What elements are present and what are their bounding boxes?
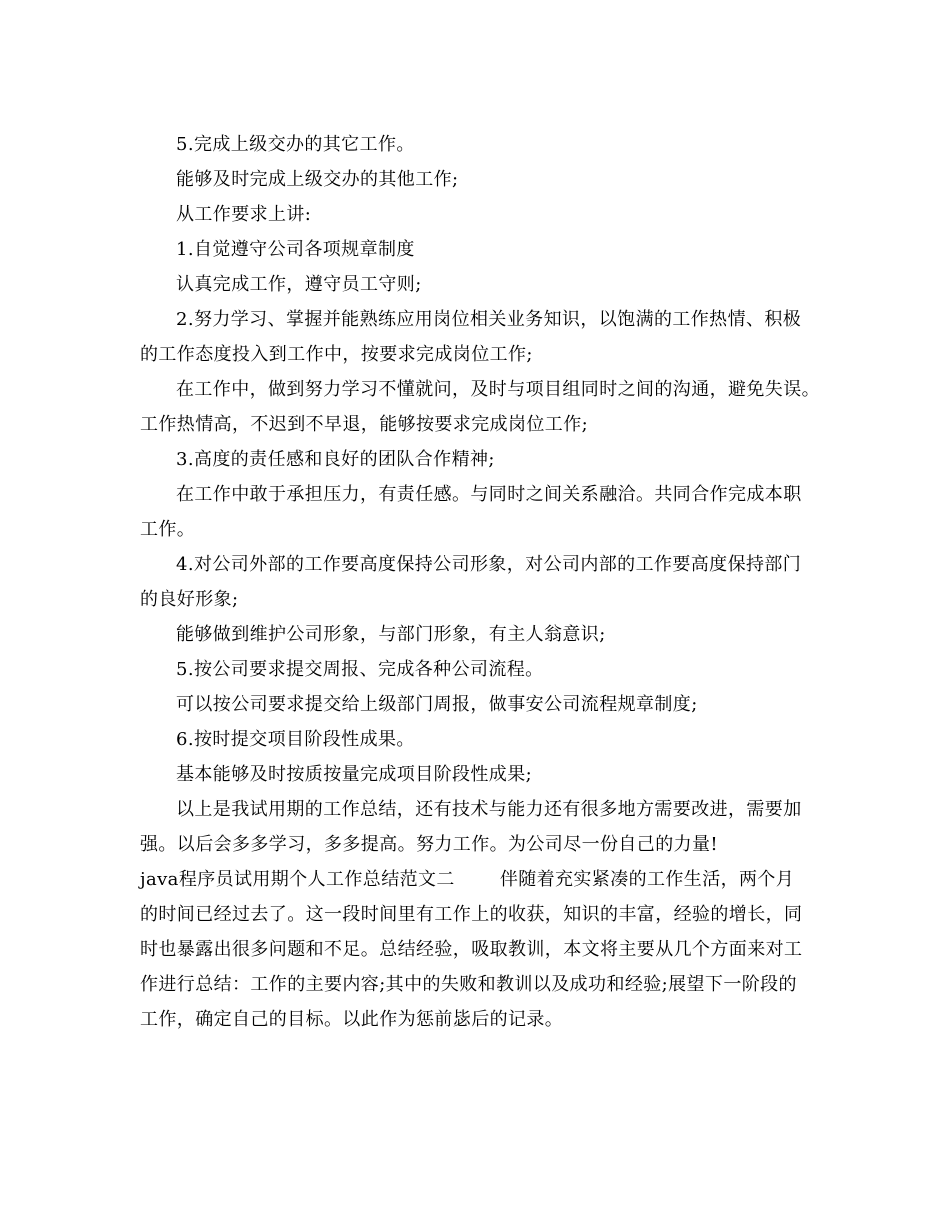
paragraph-line: 的工作态度投入到工作中，按要求完成岗位工作;: [140, 344, 533, 365]
paragraph-line: 6.按时提交项目阶段性成果。: [176, 729, 415, 750]
section-heading-line: [140, 862, 815, 897]
paragraph-line: 5.按公司要求提交周报、完成各种公司流程。: [176, 659, 544, 680]
section-title: java程序员试用期个人工作总结范文二: [140, 869, 455, 890]
paragraph-line: 从工作要求上讲:: [176, 204, 312, 225]
section-intro-text: 伴随着充实紧凑的工作生活，两个月: [499, 869, 795, 890]
document-body: [140, 127, 820, 1037]
paragraph-line: 在工作中敢于承担压力，有责任感。与同时之间关系融洽。共同合作完成本职: [176, 484, 802, 505]
paragraph-line: 作进行总结：工作的主要内容;其中的失败和教训以及成功和经验;展望下一阶段的: [140, 974, 797, 995]
paragraph-line: 的良好形象;: [140, 589, 239, 610]
paragraph-line: 1.自觉遵守公司各项规章制度: [176, 239, 415, 260]
paragraph-line: 认真完成工作，遵守员工守则;: [176, 274, 422, 295]
paragraph-line: 工作，确定自己的目标。以此作为惩前毖后的记录。: [140, 1009, 564, 1030]
paragraph-line: 能够做到维护公司形象，与部门形象，有主人翁意识;: [176, 624, 606, 645]
paragraph-line: 工作热情高，不迟到不早退，能够按要求完成岗位工作;: [140, 414, 589, 435]
paragraph-line: 基本能够及时按质按量完成项目阶段性成果;: [176, 764, 533, 785]
paragraph-line: 时也暴露出很多问题和不足。总结经验，吸取教训，本文将主要从几个方面来对工: [140, 939, 803, 960]
paragraph-line: 在工作中，做到努力学习不懂就问，及时与项目组同时之间的沟通，避免失误。: [176, 379, 820, 400]
paragraph-line: 5.完成上级交办的其它工作。: [176, 134, 415, 155]
paragraph-line: 2.努力学习、掌握并能熟练应用岗位相关业务知识，以饱满的工作热情、积极: [176, 309, 802, 330]
paragraph-line: 的时间已经过去了。这一段时间里有工作上的收获，知识的丰富，经验的增长，同: [140, 904, 803, 925]
paragraph-line: 可以按公司要求提交给上级部门周报，做事安公司流程规章制度;: [176, 694, 698, 715]
paragraph-line: 3.高度的责任感和良好的团队合作精神;: [176, 449, 495, 470]
paragraph-line: 4.对公司外部的工作要高度保持公司形象，对公司内部的工作要高度保持部门: [176, 554, 802, 575]
paragraph-line: 工作。: [140, 519, 196, 540]
paragraph-line: 能够及时完成上级交办的其他工作;: [176, 169, 459, 190]
paragraph-line: 强。以后会多多学习，多多提高。努力工作。为公司尽一份自己的力量!: [140, 834, 719, 855]
paragraph-line: 以上是我试用期的工作总结，还有技术与能力还有很多地方需要改进，需要加: [176, 799, 802, 820]
